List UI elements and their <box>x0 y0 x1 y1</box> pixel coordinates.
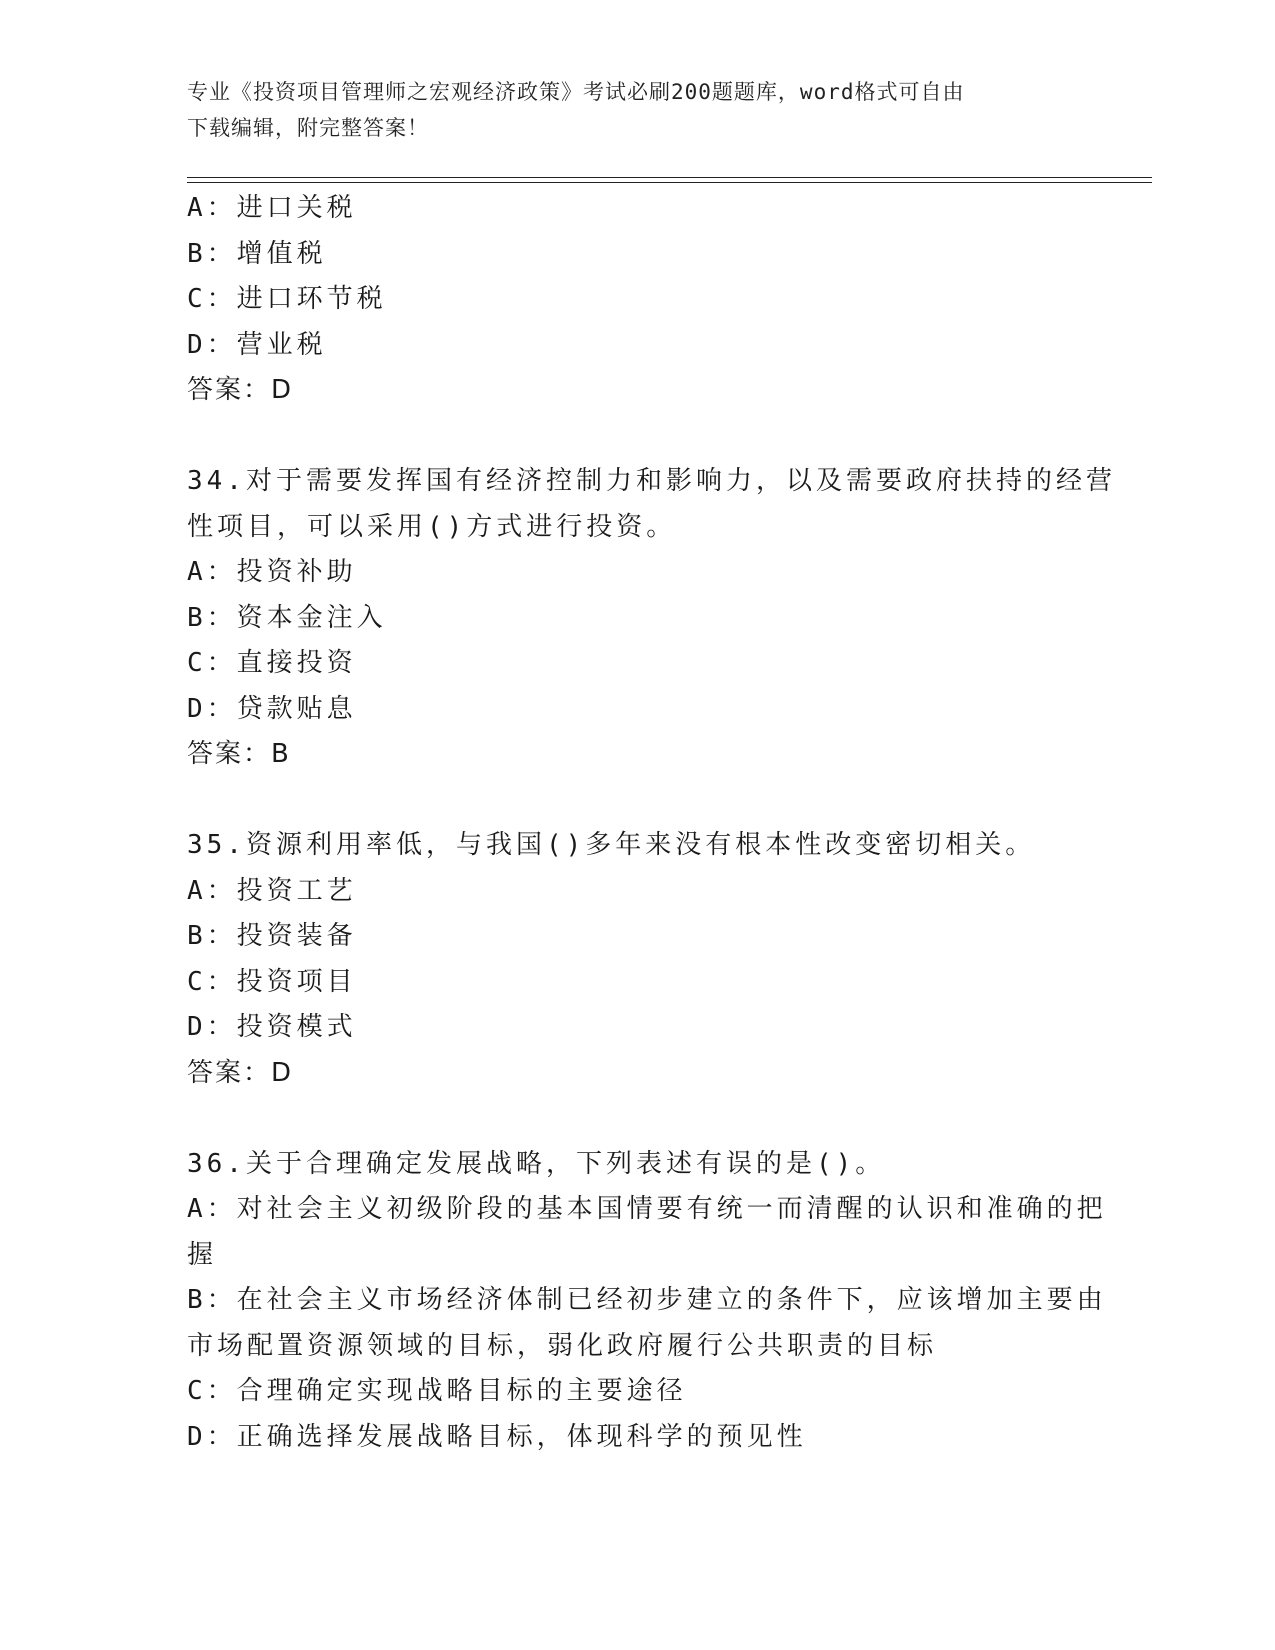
header-divider-top <box>187 177 1152 178</box>
question-stem-line-1: 36.关于合理确定发展战略，下列表述有误的是()。 <box>187 1148 886 1179</box>
option-c: C：合理确定实现战略目标的主要途径 <box>187 1376 687 1406</box>
answer-line: 答案：D <box>187 375 294 405</box>
option-a: A：投资补助 <box>187 557 357 587</box>
answer-line: 答案：B <box>187 739 291 769</box>
option-a: A：进口关税 <box>187 193 357 223</box>
option-a-line-2: 握 <box>187 1239 218 1270</box>
question-block-prev <box>187 186 1087 414</box>
question-content <box>187 186 1116 1460</box>
document-header <box>187 74 1067 146</box>
answer-line: 答案：D <box>187 1057 294 1088</box>
spacer <box>187 1096 1087 1142</box>
question-block-36 <box>187 1142 1107 1461</box>
option-a-line-1: A：对社会主义初级阶段的基本国情要有统一而清醒的认识和准确的把 <box>187 1194 1107 1224</box>
option-c: C：进口环节税 <box>187 284 387 314</box>
option-d: D：正确选择发展战略目标，体现科学的预见性 <box>187 1421 807 1452</box>
header-divider-bottom <box>187 182 1152 183</box>
question-stem-line-2: 性项目，可以采用()方式进行投资。 <box>187 511 677 542</box>
option-d: D：贷款贴息 <box>187 693 357 724</box>
spacer <box>187 414 1087 460</box>
option-b-line-2: 市场配置资源领域的目标，弱化政府履行公共职责的目标 <box>187 1330 938 1361</box>
option-b: B：增值税 <box>187 238 327 269</box>
option-d: D：营业税 <box>187 329 327 360</box>
option-c: C：直接投资 <box>187 648 357 678</box>
question-stem-line-1: 34.对于需要发挥国有经济控制力和影响力，以及需要政府扶持的经营 <box>187 466 1116 496</box>
option-b: B：投资装备 <box>187 921 357 951</box>
option-b: B：资本金注入 <box>187 602 387 633</box>
header-line-1: 专业《投资项目管理师之宏观经济政策》考试必刷200题题库，word格式可自由 <box>187 80 965 104</box>
question-block-34 <box>187 459 1116 778</box>
spacer <box>187 778 1087 824</box>
question-block-35 <box>187 823 1087 1096</box>
option-d: D：投资模式 <box>187 1012 357 1042</box>
option-c: C：投资项目 <box>187 966 357 997</box>
option-b-line-1: B：在社会主义市场经济体制已经初步建立的条件下，应该增加主要由 <box>187 1285 1107 1315</box>
header-line-2: 下载编辑，附完整答案！ <box>187 116 429 140</box>
option-a: A：投资工艺 <box>187 875 357 906</box>
question-stem-line-1: 35.资源利用率低，与我国()多年来没有根本性改变密切相关。 <box>187 830 1036 860</box>
